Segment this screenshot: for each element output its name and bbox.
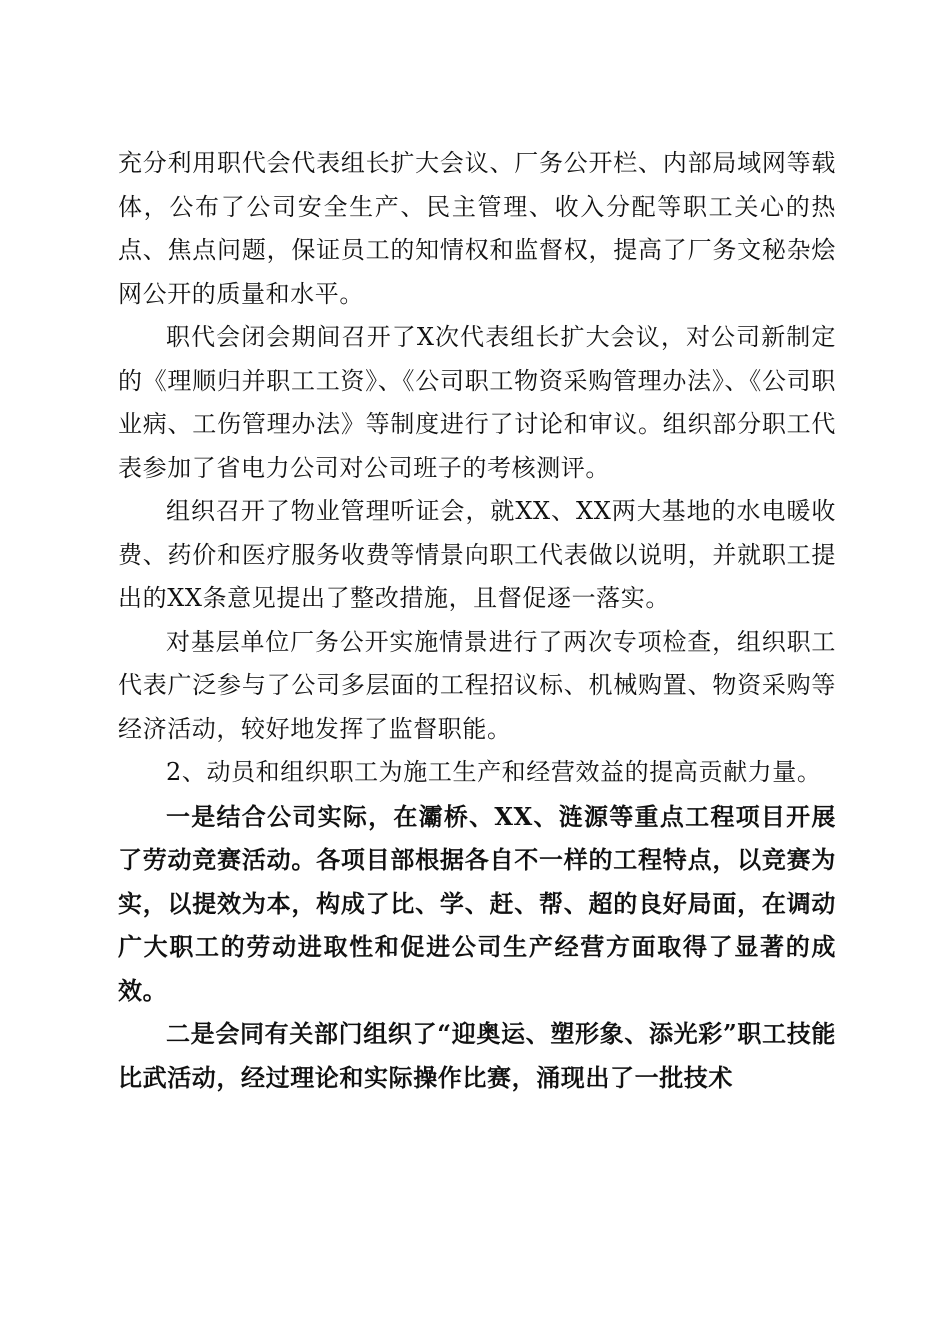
document-body	[118, 142, 836, 1099]
paragraph-7: 二是会同有关部门组织了“迎奥运、塑形象、添光彩”职工技能比武活动，经过理论和实际操作比赛，涌现出了一批技术	[118, 1019, 836, 1092]
paragraph-1: 充分利用职代会代表组长扩大会议、厂务公开栏、内部局域网等载体，公布了公司安全生产、民主管理、收入分配等职工关心的热点、焦点问题，保证员工的知情权和监督权，提高了厂务文秘杂烩网公开的质量和水平。	[118, 149, 836, 308]
paragraph-4: 对基层单位厂务公开实施情景进行了两次专项检查，组织职工代表广泛参与了公司多层面的工程招议标、机械购置、物资采购等经济活动，较好地发挥了监督职能。	[118, 627, 836, 743]
paragraph-5-section-heading: 2、动员和组织职工为施工生产和经营效益的提高贡献力量。	[166, 758, 822, 786]
paragraph-2: 职代会闭会期间召开了X次代表组长扩大会议，对公司新制定的《理顺归并职工工资》、《公司职工物资采购管理办法》、《公司职业病、工伤管理办法》等制度进行了讨论和审议。组织部分职工代表参加了省电力公司对公司班子的考核测评。	[118, 323, 836, 482]
paragraph-6: 一是结合公司实际，在灞桥、XX、涟源等重点工程项目开展了劳动竞赛活动。各项目部根据各自不一样的工程特点，以竞赛为实，以提效为本，构成了比、学、赶、帮、超的良好局面，在调动广大职工的劳动进取性和促进公司生产经营方面取得了显著的成效。	[118, 801, 836, 1005]
paragraph-3: 组织召开了物业管理听证会，就XX、XX两大基地的水电暖收费、药价和医疗服务收费等情景向职工代表做以说明，并就职工提出的XX条意见提出了整改措施，且督促逐一落实。	[118, 497, 836, 612]
